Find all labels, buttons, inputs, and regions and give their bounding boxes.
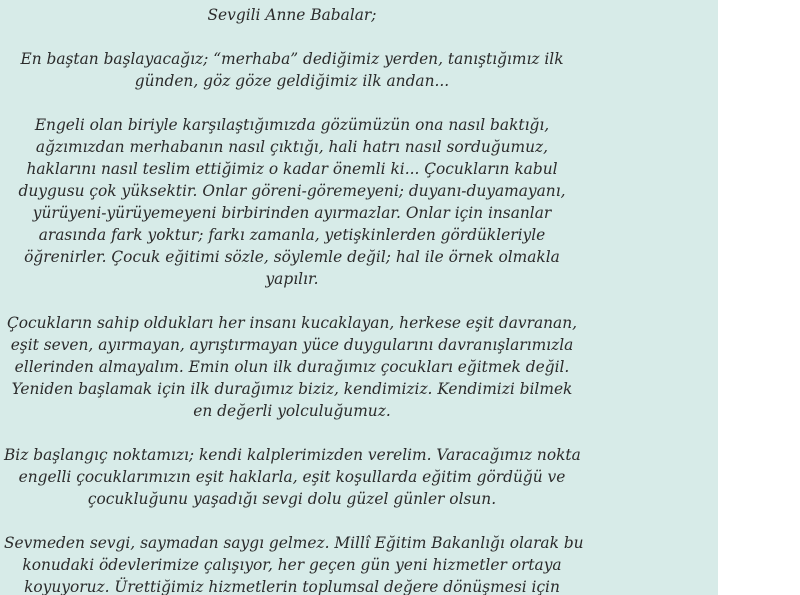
paragraph-1-line-1: En baştan başlayacağız; “merhaba” dediğimiz yerden, tanıştığımız ilk bbox=[20, 50, 564, 68]
paragraph-2-line-6: arasında fark yoktur; farkı zamanla, yetişkinlerden gördükleriyle bbox=[38, 226, 546, 244]
paragraph-1-line-2: günden, göz göze geldiğimiz ilk andan... bbox=[134, 72, 450, 90]
letter-body bbox=[4, 4, 584, 595]
salutation bbox=[4, 4, 580, 26]
paragraph-2-line-5: yürüyeni-yürüyemeyeni birbirinden ayırmazlar. Onlar için insanlar bbox=[32, 204, 552, 222]
paragraph-4-line-3: çocukluğunu yaşadığı sevgi dolu güzel günler olsun. bbox=[87, 490, 497, 508]
paragraph-5-line-3: koyuyoruz. Ürettiğimiz hizmetlerin toplumsal değere dönüşmesi için bbox=[24, 578, 560, 595]
paragraph-5 bbox=[4, 532, 584, 595]
paragraph-1 bbox=[4, 48, 580, 92]
paragraph-3-line-2: eşit seven, ayırmayan, ayrıştırmayan yüce duygularını davranışlarımızla bbox=[10, 336, 574, 354]
paragraph-2-line-1: Engeli olan biriyle karşılaştığımızda gözümüzün ona nasıl baktığı, bbox=[34, 116, 550, 134]
paragraph-3-line-5: en değerli yolculuğumuz. bbox=[193, 402, 391, 420]
paragraph-2-line-8: yapılır. bbox=[265, 270, 319, 288]
paragraph-4-line-2: engelli çocuklarımızın eşit haklarla, eşit koşullarda eğitim gördüğü ve bbox=[18, 468, 566, 486]
paragraph-2-line-7: öğrenirler. Çocuk eğitimi sözle, söylemle değil; hal ile örnek olmakla bbox=[24, 248, 560, 266]
salutation-line: Sevgili Anne Babalar; bbox=[207, 6, 377, 24]
paragraph-2-line-2: ağzımızdan merhabanın nasıl çıktığı, hali hatrı nasıl sorduğumuz, bbox=[35, 138, 549, 156]
paragraph-2-line-4: duygusu çok yüksektir. Onlar göreni-göremeyeni; duyanı-duyamayanı, bbox=[18, 182, 566, 200]
paragraph-5-line-1: Sevmeden sevgi, saymadan saygı gelmez. Millî Eğitim Bakanlığı olarak bu bbox=[4, 534, 584, 552]
paragraph-3 bbox=[4, 312, 580, 422]
paragraph-4 bbox=[4, 444, 580, 510]
paragraph-3-line-1: Çocukların sahip oldukları her insanı kucaklayan, herkese eşit davranan, bbox=[6, 314, 578, 332]
paragraph-4-line-1: Biz başlangıç noktamızı; kendi kalplerimizden verelim. Varacağımız nokta bbox=[4, 446, 581, 464]
paragraph-3-line-4: Yeniden başlamak için ilk durağımız biziz, kendimiziz. Kendimizi bilmek bbox=[11, 380, 573, 398]
paragraph-3-line-3: ellerinden almayalım. Emin olun ilk durağımız çocukları eğitmek değil. bbox=[14, 358, 570, 376]
paragraph-5-line-2: konudaki ödevlerimize çalışıyor, her geçen gün yeni hizmetler ortaya bbox=[22, 556, 562, 574]
paragraph-2-line-3: haklarını nasıl teslim ettiğimiz o kadar önemli ki... Çocukların kabul bbox=[26, 160, 558, 178]
paragraph-2 bbox=[4, 114, 580, 290]
